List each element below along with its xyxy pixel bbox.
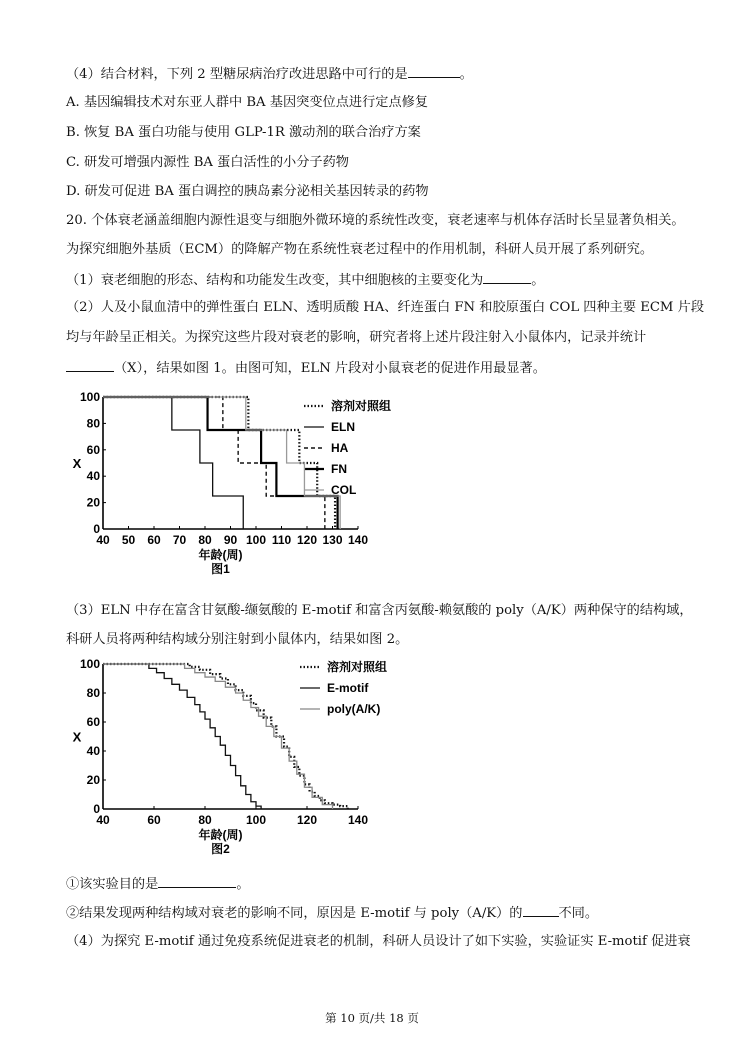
legend-label: 溶剂对照组	[327, 660, 388, 674]
option-c: C. 研发可增强内源性 BA 蛋白活性的小分子药物	[66, 155, 349, 170]
figure-caption: 图1	[211, 562, 230, 576]
q19-4-stem-text: （4）结合材料，下列 2 型糖尿病治疗改进思路中可行的是	[66, 67, 408, 82]
x-tick-label: 100	[245, 533, 267, 547]
x-tick-label: 140	[347, 813, 369, 827]
q20-sub1-end: 。	[236, 877, 250, 892]
x-tick-label: 40	[96, 813, 110, 827]
q20-part1	[66, 271, 544, 289]
figure-2-survival-chart	[66, 652, 446, 862]
legend-label: HA	[331, 441, 349, 455]
y-tick-label: 80	[86, 686, 100, 700]
q19-4-stem-end: 。	[459, 67, 473, 82]
y-tick-label: 60	[86, 715, 100, 729]
q20-part2-line3-text: （X），结果如图 1。由图可知，ELN 片段对小鼠衰老的促进作用最显著。	[114, 361, 546, 376]
legend-label: ELN	[331, 420, 355, 434]
q20-sub1	[66, 875, 250, 893]
q20-part3-line1: （3）ELN 中存在富含甘氨酸-缬氨酸的 E-motif 和富含丙氨酸-赖氨酸的 poly（A/K）两种保守的结构域，	[66, 603, 693, 618]
y-tick-label: 100	[79, 657, 100, 671]
q20-part3-line2: 科研人员将两种结构域分别注射到小鼠体内，结果如图 2。	[66, 632, 409, 647]
legend-label: FN	[331, 462, 347, 476]
series-line-2	[103, 664, 261, 809]
q20-sub2	[66, 904, 598, 922]
figure-caption: 图2	[211, 842, 230, 856]
y-tick-label: 0	[93, 522, 100, 536]
option-d: D. 研发可促进 BA 蛋白调控的胰岛素分泌相关基因转录的药物	[66, 184, 429, 199]
x-tick-label: 50	[121, 533, 136, 547]
y-axis-label: X	[72, 729, 82, 745]
x-tick-label: 120	[296, 813, 318, 827]
q20-intro-line2: 为探究细胞外基质（ECM）的降解产物在系统性衰老过程中的作用机制，科研人员开展了系列研究。	[66, 242, 654, 257]
legend-label: E-motif	[327, 681, 369, 695]
y-tick-label: 20	[86, 773, 100, 787]
x-tick-label: 120	[296, 533, 318, 547]
legend-label: 溶剂对照组	[331, 399, 392, 413]
x-axis-label: 年龄(周)	[198, 828, 243, 842]
q20-sub1-text: ①该实验目的是	[66, 877, 159, 892]
page-footer: 第 10 页/共 18 页	[325, 1011, 419, 1025]
q20-part4: （4）为探究 E-motif 通过免疫系统促进衰老的机制，科研人员设计了如下实验，实验证实 E-motif 促进衰	[66, 934, 691, 949]
x-tick-label: 40	[96, 533, 110, 547]
option-a: A. 基因编辑技术对东亚人群中 BA 基因突变位点进行定点修复	[66, 95, 429, 110]
y-tick-label: 80	[86, 416, 100, 431]
series-line-5	[103, 397, 340, 529]
y-tick-label: 0	[93, 802, 100, 816]
x-tick-label: 100	[245, 813, 267, 827]
y-tick-label: 40	[86, 744, 100, 758]
x-tick-label: 110	[271, 533, 292, 547]
legend-label: poly(A/K)	[327, 702, 381, 716]
x-tick-label: 80	[198, 533, 212, 547]
q20-part1-end: 。	[531, 273, 545, 288]
q20-intro-line1: 20. 个体衰老涵盖细胞内源性退变与细胞外微环境的系统性改变，衰老速率与机体存活时长呈显著负相关。	[66, 213, 685, 228]
option-b: B. 恢复 BA 蛋白功能与使用 GLP-1R 激动剂的联合治疗方案	[66, 125, 421, 140]
x-tick-label: 90	[223, 533, 238, 547]
y-tick-label: 40	[86, 469, 100, 484]
x-tick-label: 70	[172, 533, 187, 547]
y-tick-label: 60	[86, 442, 100, 457]
y-axis-label: X	[72, 456, 82, 471]
answer-blank[interactable]	[523, 904, 559, 917]
q20-part2-line3	[66, 359, 546, 377]
y-tick-label: 20	[86, 495, 100, 510]
q20-part2-line1: （2）人及小鼠血清中的弹性蛋白 ELN、透明质酸 HA、纤连蛋白 FN 和胶原蛋白 COL 四种主要 ECM 片段	[66, 300, 704, 315]
x-axis-label: 年龄(周)	[198, 548, 243, 562]
q20-sub2-text: ②结果发现两种结构域对衰老的影响不同，原因是 E-motif 与 poly（A/K）的	[66, 906, 523, 921]
x-tick-label: 130	[322, 533, 343, 547]
legend-label: COL	[331, 483, 357, 497]
answer-blank[interactable]	[158, 875, 236, 888]
answer-blank[interactable]	[408, 65, 460, 78]
x-tick-label: 140	[347, 533, 369, 547]
q20-part1-text: （1）衰老细胞的形态、结构和功能发生改变，其中细胞核的主要变化为	[66, 273, 484, 288]
q20-sub2-end: 不同。	[558, 906, 599, 921]
x-tick-label: 60	[147, 813, 161, 827]
series-line-2	[103, 397, 243, 529]
answer-blank[interactable]	[66, 359, 114, 372]
x-tick-label: 60	[147, 533, 161, 547]
q20-part2-line2: 均与年龄呈正相关。为探究这些片段对衰老的影响，研究者将上述片段注射入小鼠体内，记录并统计	[66, 330, 647, 345]
figure-1-survival-chart	[66, 385, 446, 585]
q19-4-stem	[66, 65, 473, 83]
answer-blank[interactable]	[483, 271, 531, 284]
y-tick-label: 100	[79, 390, 100, 404]
x-tick-label: 80	[198, 813, 212, 827]
